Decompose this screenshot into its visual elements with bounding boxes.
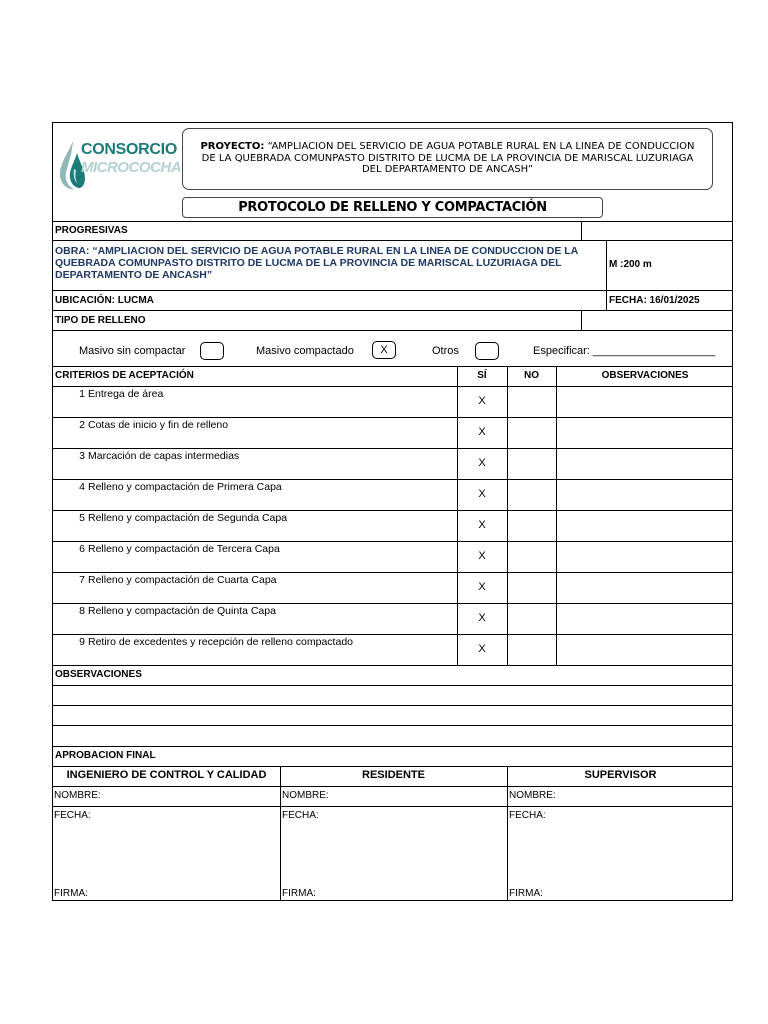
criteria-item-text: Cotas de inicio y fin de relleno: [88, 419, 229, 431]
observaciones-label: OBSERVACIONES: [55, 669, 142, 680]
meters-value: M :200 m: [609, 259, 652, 270]
criteria-item-num: 2: [79, 419, 85, 431]
criteria-item-text: Relleno y compactación de Segunda Capa: [88, 512, 288, 524]
criteria-item: [71, 419, 228, 431]
criteria-item-num: 1: [79, 388, 85, 400]
criteria-item: [71, 543, 280, 555]
criteria-si-mark[interactable]: X: [478, 612, 486, 624]
option-otros-checkbox[interactable]: [475, 342, 499, 360]
criteria-observaciones-header: OBSERVACIONES: [601, 370, 689, 381]
project-box: [182, 128, 713, 190]
criteria-item-num: 8: [79, 605, 85, 617]
role-ingeniero-header: INGENIERO DE CONTROL Y CALIDAD: [66, 769, 267, 781]
criteria-item-text: Relleno y compactación de Tercera Capa: [88, 543, 280, 555]
criteria-item-num: 4: [79, 481, 85, 493]
criteria-si-mark[interactable]: X: [478, 488, 486, 500]
fecha-value: FECHA: 16/01/2025: [609, 295, 700, 306]
criteria-si-mark[interactable]: X: [478, 395, 486, 407]
criteria-item: [71, 512, 287, 524]
project-text: “AMPLIACION DEL SERVICIO DE AGUA POTABLE RURAL EN LA LINEA DE CONDUCCION DE LA QUEBRADA COMUNPASTO DISTRITO DE LUCMA DE LA PROVINCIA DE MARISCAL LUZURIAGA DEL DEPARTAMENTO DE ANCASH”: [201, 141, 695, 175]
criteria-item-text: Relleno y compactación de Cuarta Capa: [88, 574, 277, 586]
fecha-field-supervisor[interactable]: FECHA:: [509, 810, 546, 821]
company-logo: [57, 137, 183, 193]
option-masivo-compactado-checkbox[interactable]: X: [372, 341, 396, 359]
criteria-item: [71, 636, 353, 648]
protocol-form: [52, 122, 733, 901]
criteria-item: [71, 388, 163, 400]
criteria-item-num: 7: [79, 574, 85, 586]
document-title: PROTOCOLO DE RELLENO Y COMPACTACIÓN: [182, 197, 603, 218]
criteria-item-text: Relleno y compactación de Quinta Capa: [88, 605, 276, 617]
nombre-field-ingeniero[interactable]: NOMBRE:: [54, 790, 101, 801]
criteria-item-text: Retiro de excedentes y recepción de relleno compactado: [88, 636, 353, 648]
criteria-si-mark[interactable]: X: [478, 643, 486, 655]
progresivas-label: PROGRESIVAS: [55, 225, 128, 236]
criteria-item-text: Entrega de área: [88, 388, 164, 400]
logo-text-micrococha: MICROCOCHA: [81, 159, 181, 176]
nombre-field-supervisor[interactable]: NOMBRE:: [509, 790, 556, 801]
criteria-si-mark[interactable]: X: [478, 581, 486, 593]
role-supervisor-header: SUPERVISOR: [584, 769, 657, 781]
logo-text-consorcio: CONSORCIO: [81, 141, 177, 158]
ubicacion-label: UBICACIÓN: LUCMA: [55, 295, 154, 306]
criteria-si-mark[interactable]: X: [478, 519, 486, 531]
criteria-item-num: 5: [79, 512, 85, 524]
criteria-item-num: 3: [79, 450, 85, 462]
criteria-item: [71, 605, 276, 617]
fecha-field-ingeniero[interactable]: FECHA:: [54, 810, 91, 821]
project-label: PROYECTO:: [200, 141, 265, 152]
criteria-header: CRITERIOS DE ACEPTACIÓN: [55, 370, 194, 381]
option-masivo-sin-compactar-label: Masivo sin compactar: [79, 345, 186, 357]
criteria-si-mark[interactable]: X: [478, 457, 486, 469]
criteria-no-header: NO: [524, 370, 539, 381]
fecha-field-residente[interactable]: FECHA:: [282, 810, 319, 821]
criteria-si-mark[interactable]: X: [478, 550, 486, 562]
firma-field-supervisor[interactable]: FIRMA:: [509, 888, 543, 899]
criteria-si-header: SÍ: [477, 370, 487, 381]
firma-field-residente[interactable]: FIRMA:: [282, 888, 316, 899]
obra-description: OBRA: “AMPLIACION DEL SERVICIO DE AGUA POTABLE RURAL EN LA LINEA DE CONDUCCION DE LA QUEBRADA COMUNPASTO DISTRITO DE LUCMA DE LA PROVINCIA DE MARISCAL LUZURIAGA DEL DEPARTAMENTO DE ANCASH”: [55, 245, 578, 281]
criteria-item-num: 6: [79, 543, 85, 555]
nombre-field-residente[interactable]: NOMBRE:: [282, 790, 329, 801]
criteria-si-mark[interactable]: X: [478, 426, 486, 438]
criteria-item: [71, 574, 277, 586]
especificar-field[interactable]: Especificar: ____________________: [533, 345, 716, 357]
tipo-relleno-label: TIPO DE RELLENO: [55, 315, 146, 326]
criteria-item: [71, 481, 282, 493]
aprobacion-final-label: APROBACION FINAL: [55, 750, 156, 761]
criteria-item: [71, 450, 239, 462]
option-masivo-compactado-label: Masivo compactado: [256, 345, 354, 357]
firma-field-ingeniero[interactable]: FIRMA:: [54, 888, 88, 899]
option-masivo-sin-compactar-checkbox[interactable]: [200, 342, 224, 360]
criteria-item-text: Relleno y compactación de Primera Capa: [88, 481, 282, 493]
criteria-item-text: Marcación de capas intermedias: [88, 450, 240, 462]
role-residente-header: RESIDENTE: [362, 769, 425, 781]
criteria-item-num: 9: [79, 636, 85, 648]
option-otros-label: Otros: [432, 345, 459, 357]
